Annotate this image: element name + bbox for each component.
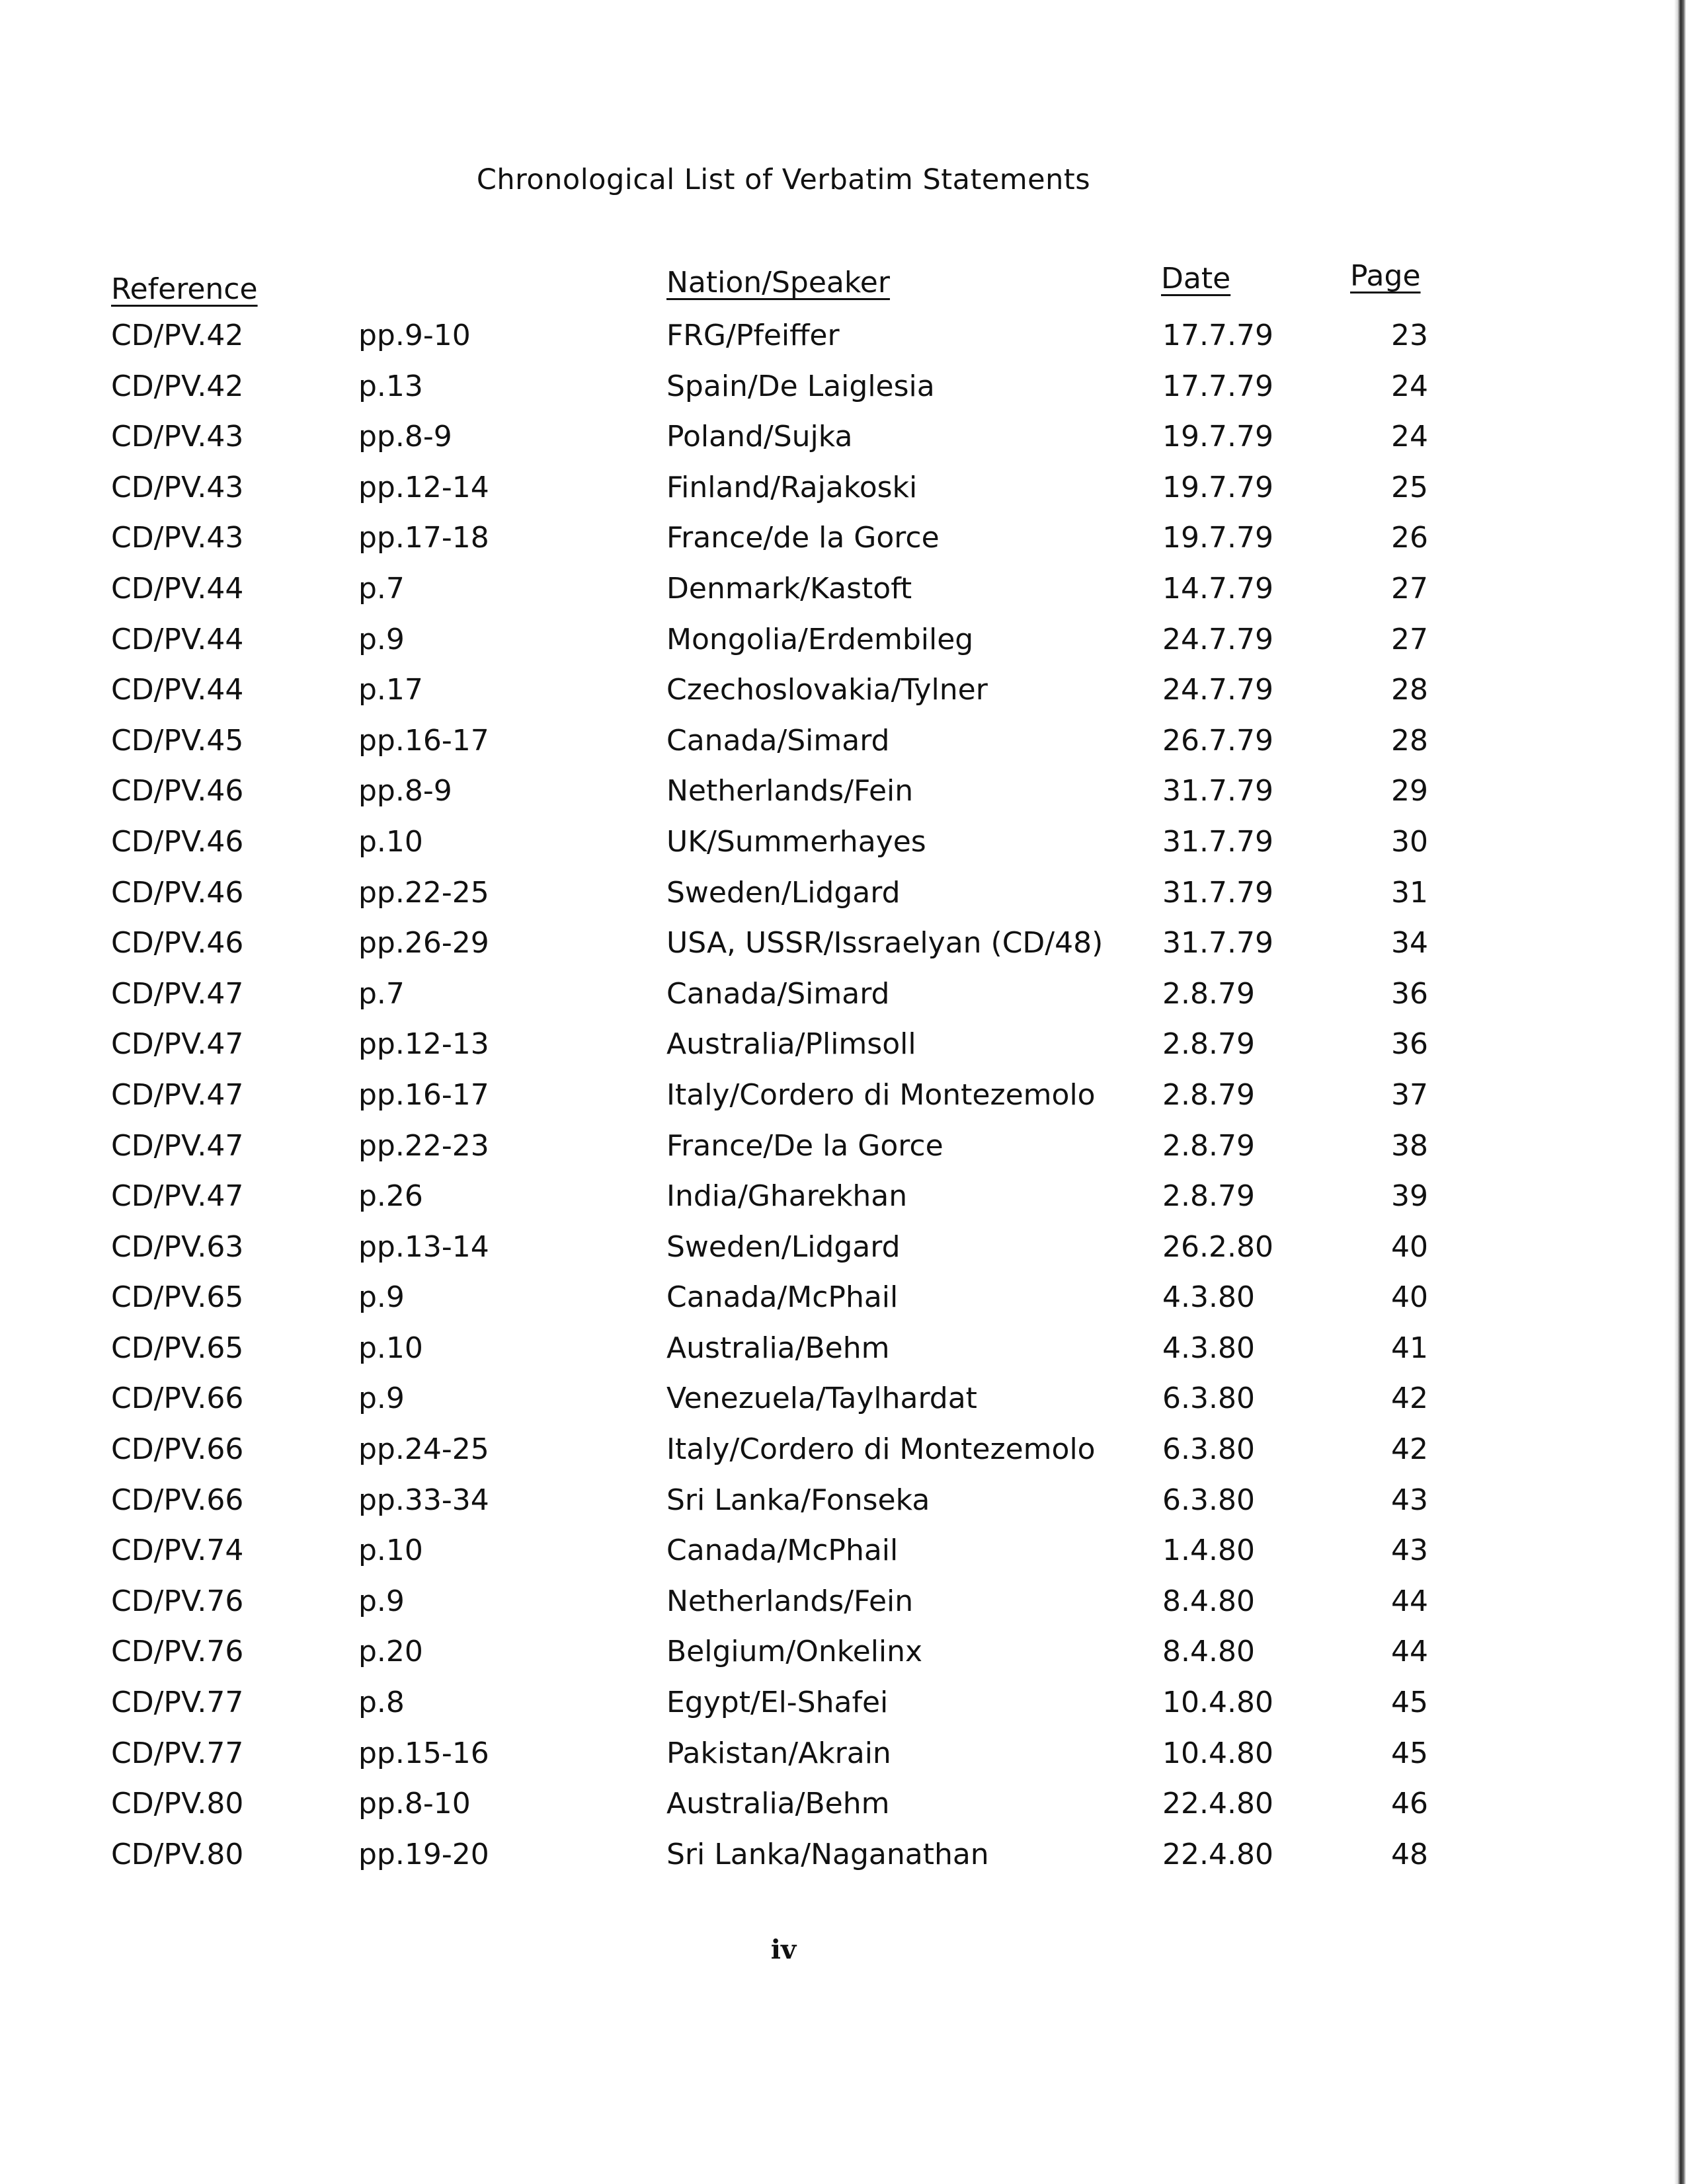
date-cell: 8.4.80 <box>1162 1635 1255 1669</box>
page-cell: 36 <box>1391 976 1428 1011</box>
nation-speaker-cell: Sri Lanka/Naganathan <box>666 1837 989 1871</box>
pages-cell: p.10 <box>358 824 423 859</box>
pages-cell: pp.8-9 <box>358 420 452 454</box>
date-cell: 24.7.79 <box>1162 622 1273 656</box>
pages-cell: p.9 <box>358 1584 405 1618</box>
page-cell: 45 <box>1391 1736 1428 1770</box>
date-cell: 4.3.80 <box>1162 1331 1255 1365</box>
reference-cell: CD/PV.47 <box>111 1077 244 1112</box>
table-row <box>0 1835 1587 1886</box>
pages-cell: p.7 <box>358 571 405 605</box>
statements-list <box>0 316 1587 1885</box>
pages-cell: pp.17-18 <box>358 521 489 555</box>
nation-speaker-cell: India/Gharekhan <box>666 1179 908 1214</box>
date-cell: 22.4.80 <box>1162 1837 1273 1871</box>
nation-speaker-cell: Mongolia/Erdembileg <box>666 622 974 656</box>
page-cell: 31 <box>1391 875 1428 910</box>
reference-cell: CD/PV.63 <box>111 1229 244 1264</box>
pages-cell: pp.16-17 <box>358 1077 489 1112</box>
date-cell: 1.4.80 <box>1162 1534 1255 1568</box>
date-cell: 6.3.80 <box>1162 1432 1255 1467</box>
table-row <box>0 620 1587 671</box>
pages-cell: p.9 <box>358 1280 405 1315</box>
pages-cell: pp.22-23 <box>358 1128 489 1163</box>
table-row <box>0 1228 1587 1278</box>
nation-speaker-cell: Canada/McPhail <box>666 1534 899 1568</box>
date-cell: 31.7.79 <box>1162 824 1273 859</box>
page-cell: 43 <box>1391 1534 1428 1568</box>
pages-cell: pp.8-9 <box>358 774 452 808</box>
date-cell: 31.7.79 <box>1162 774 1273 808</box>
page-cell: 23 <box>1391 319 1428 352</box>
date-cell: 22.4.80 <box>1162 1787 1273 1821</box>
page-cell: 37 <box>1391 1077 1428 1112</box>
nation-speaker-cell: Australia/Behm <box>666 1787 890 1821</box>
date-cell: 17.7.79 <box>1162 319 1273 352</box>
scanned-page-edge <box>1674 0 1686 2184</box>
reference-cell: CD/PV.76 <box>111 1635 244 1669</box>
pages-cell: p.9 <box>358 622 405 656</box>
reference-cell: CD/PV.43 <box>111 470 244 504</box>
page-cell: 29 <box>1391 774 1428 808</box>
page-cell: 27 <box>1391 571 1428 605</box>
reference-cell: CD/PV.42 <box>111 369 244 403</box>
reference-cell: CD/PV.46 <box>111 875 244 910</box>
nation-speaker-cell: FRG/Pfeiffer <box>666 319 840 352</box>
table-row <box>0 1379 1587 1430</box>
pages-cell: p.17 <box>358 673 423 707</box>
table-row <box>0 974 1587 1025</box>
nation-speaker-cell: Venezuela/Taylhardat <box>666 1382 977 1416</box>
reference-cell: CD/PV.47 <box>111 976 244 1011</box>
page-cell: 41 <box>1391 1331 1428 1365</box>
pages-cell: pp.15-16 <box>358 1736 489 1770</box>
pages-cell: pp.24-25 <box>358 1432 489 1467</box>
pages-cell: p.9 <box>358 1382 405 1416</box>
nation-speaker-cell: France/de la Gorce <box>666 521 940 555</box>
date-cell: 4.3.80 <box>1162 1280 1255 1315</box>
reference-cell: CD/PV.66 <box>111 1483 244 1517</box>
table-row <box>0 1632 1587 1683</box>
page-title: Chronological List of Verbatim Statements <box>476 163 1091 196</box>
page-cell: 28 <box>1391 673 1428 707</box>
reference-cell: CD/PV.66 <box>111 1432 244 1467</box>
header-date: Date <box>1161 262 1231 295</box>
page-cell: 25 <box>1391 470 1428 504</box>
table-row <box>0 923 1587 974</box>
pages-cell: pp.12-13 <box>358 1027 489 1062</box>
page-cell: 45 <box>1391 1686 1428 1720</box>
pages-cell: pp.9-10 <box>358 319 471 352</box>
table-row <box>0 569 1587 620</box>
date-cell: 2.8.79 <box>1162 1077 1255 1112</box>
reference-cell: CD/PV.65 <box>111 1331 244 1365</box>
pages-cell: pp.33-34 <box>358 1483 489 1517</box>
date-cell: 2.8.79 <box>1162 1027 1255 1062</box>
date-cell: 26.7.79 <box>1162 723 1273 758</box>
reference-cell: CD/PV.44 <box>111 673 244 707</box>
date-cell: 24.7.79 <box>1162 673 1273 707</box>
nation-speaker-cell: Canada/McPhail <box>666 1280 899 1315</box>
table-row <box>0 1329 1587 1380</box>
date-cell: 31.7.79 <box>1162 875 1273 910</box>
pages-cell: p.26 <box>358 1179 423 1214</box>
reference-cell: CD/PV.65 <box>111 1280 244 1315</box>
date-cell: 31.7.79 <box>1162 926 1273 960</box>
date-cell: 14.7.79 <box>1162 571 1273 605</box>
page-cell: 44 <box>1391 1635 1428 1669</box>
nation-speaker-cell: Czechoslovakia/Tylner <box>666 673 988 707</box>
reference-cell: CD/PV.47 <box>111 1128 244 1163</box>
page-cell: 43 <box>1391 1483 1428 1517</box>
nation-speaker-cell: Italy/Cordero di Montezemolo <box>666 1077 1096 1112</box>
date-cell: 8.4.80 <box>1162 1584 1255 1618</box>
page-cell: 24 <box>1391 420 1428 454</box>
reference-cell: CD/PV.47 <box>111 1179 244 1214</box>
nation-speaker-cell: Italy/Cordero di Montezemolo <box>666 1432 1096 1467</box>
pages-cell: pp.26-29 <box>358 926 489 960</box>
page-cell: 30 <box>1391 824 1428 859</box>
table-row <box>0 1481 1587 1532</box>
table-row <box>0 1531 1587 1582</box>
date-cell: 2.8.79 <box>1162 1179 1255 1214</box>
table-row <box>0 1126 1587 1177</box>
nation-speaker-cell: Netherlands/Fein <box>666 774 914 808</box>
reference-cell: CD/PV.45 <box>111 723 244 758</box>
table-row <box>0 721 1587 772</box>
nation-speaker-cell: Netherlands/Fein <box>666 1584 914 1618</box>
table-row <box>0 873 1587 924</box>
table-row <box>0 1177 1587 1228</box>
nation-speaker-cell: Australia/Behm <box>666 1331 890 1365</box>
table-row <box>0 1683 1587 1734</box>
page-cell: 27 <box>1391 622 1428 656</box>
reference-cell: CD/PV.46 <box>111 926 244 960</box>
date-cell: 19.7.79 <box>1162 470 1273 504</box>
page-cell: 48 <box>1391 1837 1428 1871</box>
page-cell: 44 <box>1391 1584 1428 1618</box>
page-cell: 39 <box>1391 1179 1428 1214</box>
pages-cell: p.13 <box>358 369 423 403</box>
pages-cell: p.7 <box>358 976 405 1011</box>
reference-cell: CD/PV.43 <box>111 420 244 454</box>
nation-speaker-cell: Egypt/El-Shafei <box>666 1686 889 1720</box>
date-cell: 19.7.79 <box>1162 521 1273 555</box>
reference-cell: CD/PV.42 <box>111 319 244 352</box>
reference-cell: CD/PV.77 <box>111 1736 244 1770</box>
nation-speaker-cell: Sweden/Lidgard <box>666 875 901 910</box>
page-cell: 40 <box>1391 1280 1428 1315</box>
date-cell: 2.8.79 <box>1162 976 1255 1011</box>
table-row <box>0 367 1587 418</box>
date-cell: 10.4.80 <box>1162 1686 1273 1720</box>
pages-cell: pp.13-14 <box>358 1229 489 1264</box>
table-row <box>0 468 1587 519</box>
table-row <box>0 518 1587 569</box>
nation-speaker-cell: Canada/Simard <box>666 976 890 1011</box>
nation-speaker-cell: Australia/Plimsoll <box>666 1027 916 1062</box>
page-cell: 46 <box>1391 1787 1428 1821</box>
reference-cell: CD/PV.74 <box>111 1534 244 1568</box>
page-cell: 42 <box>1391 1382 1428 1416</box>
reference-cell: CD/PV.44 <box>111 571 244 605</box>
reference-cell: CD/PV.80 <box>111 1787 244 1821</box>
page-cell: 28 <box>1391 723 1428 758</box>
page-number: iv <box>770 1934 797 1965</box>
page-cell: 42 <box>1391 1432 1428 1467</box>
nation-speaker-cell: USA, USSR/Issraelyan (CD/48) <box>666 926 1104 960</box>
table-row <box>0 670 1587 721</box>
table-row <box>0 1075 1587 1126</box>
date-cell: 2.8.79 <box>1162 1128 1255 1163</box>
nation-speaker-cell: Pakistan/Akrain <box>666 1736 891 1770</box>
nation-speaker-cell: Belgium/Onkelinx <box>666 1635 923 1669</box>
date-cell: 26.2.80 <box>1162 1229 1273 1264</box>
date-cell: 19.7.79 <box>1162 420 1273 454</box>
nation-speaker-cell: Sweden/Lidgard <box>666 1229 901 1264</box>
pages-cell: p.10 <box>358 1534 423 1568</box>
page-cell: 36 <box>1391 1027 1428 1062</box>
nation-speaker-cell: Denmark/Kastoft <box>666 571 912 605</box>
table-row <box>0 1430 1587 1481</box>
pages-cell: p.10 <box>358 1331 423 1365</box>
page-cell: 34 <box>1391 926 1428 960</box>
page-cell: 40 <box>1391 1229 1428 1264</box>
table-row <box>0 822 1587 873</box>
page-cell: 26 <box>1391 521 1428 555</box>
reference-cell: CD/PV.46 <box>111 824 244 859</box>
table-row <box>0 1025 1587 1075</box>
reference-cell: CD/PV.77 <box>111 1686 244 1720</box>
pages-cell: p.20 <box>358 1635 423 1669</box>
pages-cell: pp.16-17 <box>358 723 489 758</box>
date-cell: 6.3.80 <box>1162 1382 1255 1416</box>
reference-cell: CD/PV.76 <box>111 1584 244 1618</box>
page-cell: 24 <box>1391 369 1428 403</box>
reference-cell: CD/PV.46 <box>111 774 244 808</box>
reference-cell: CD/PV.66 <box>111 1382 244 1416</box>
pages-cell: pp.22-25 <box>358 875 489 910</box>
table-row <box>0 771 1587 822</box>
reference-cell: CD/PV.47 <box>111 1027 244 1062</box>
header-reference: Reference <box>111 272 258 306</box>
table-row <box>0 1784 1587 1835</box>
table-row <box>0 1734 1587 1785</box>
reference-cell: CD/PV.80 <box>111 1837 244 1871</box>
header-nation-speaker: Nation/Speaker <box>666 266 890 299</box>
nation-speaker-cell: Canada/Simard <box>666 723 890 758</box>
nation-speaker-cell: UK/Summerhayes <box>666 824 926 859</box>
date-cell: 6.3.80 <box>1162 1483 1255 1517</box>
table-row <box>0 316 1587 367</box>
nation-speaker-cell: Finland/Rajakoski <box>666 470 918 504</box>
pages-cell: p.8 <box>358 1686 405 1720</box>
table-row <box>0 1582 1587 1633</box>
nation-speaker-cell: Spain/De Laiglesia <box>666 369 935 403</box>
nation-speaker-cell: France/De la Gorce <box>666 1128 943 1163</box>
date-cell: 10.4.80 <box>1162 1736 1273 1770</box>
nation-speaker-cell: Poland/Sujka <box>666 420 853 454</box>
table-row <box>0 417 1587 468</box>
date-cell: 17.7.79 <box>1162 369 1273 403</box>
page-cell: 38 <box>1391 1128 1428 1163</box>
header-page: Page <box>1350 259 1421 293</box>
pages-cell: pp.12-14 <box>358 470 489 504</box>
pages-cell: pp.19-20 <box>358 1837 489 1871</box>
reference-cell: CD/PV.43 <box>111 521 244 555</box>
reference-cell: CD/PV.44 <box>111 622 244 656</box>
nation-speaker-cell: Sri Lanka/Fonseka <box>666 1483 930 1517</box>
pages-cell: pp.8-10 <box>358 1787 471 1821</box>
table-row <box>0 1278 1587 1329</box>
